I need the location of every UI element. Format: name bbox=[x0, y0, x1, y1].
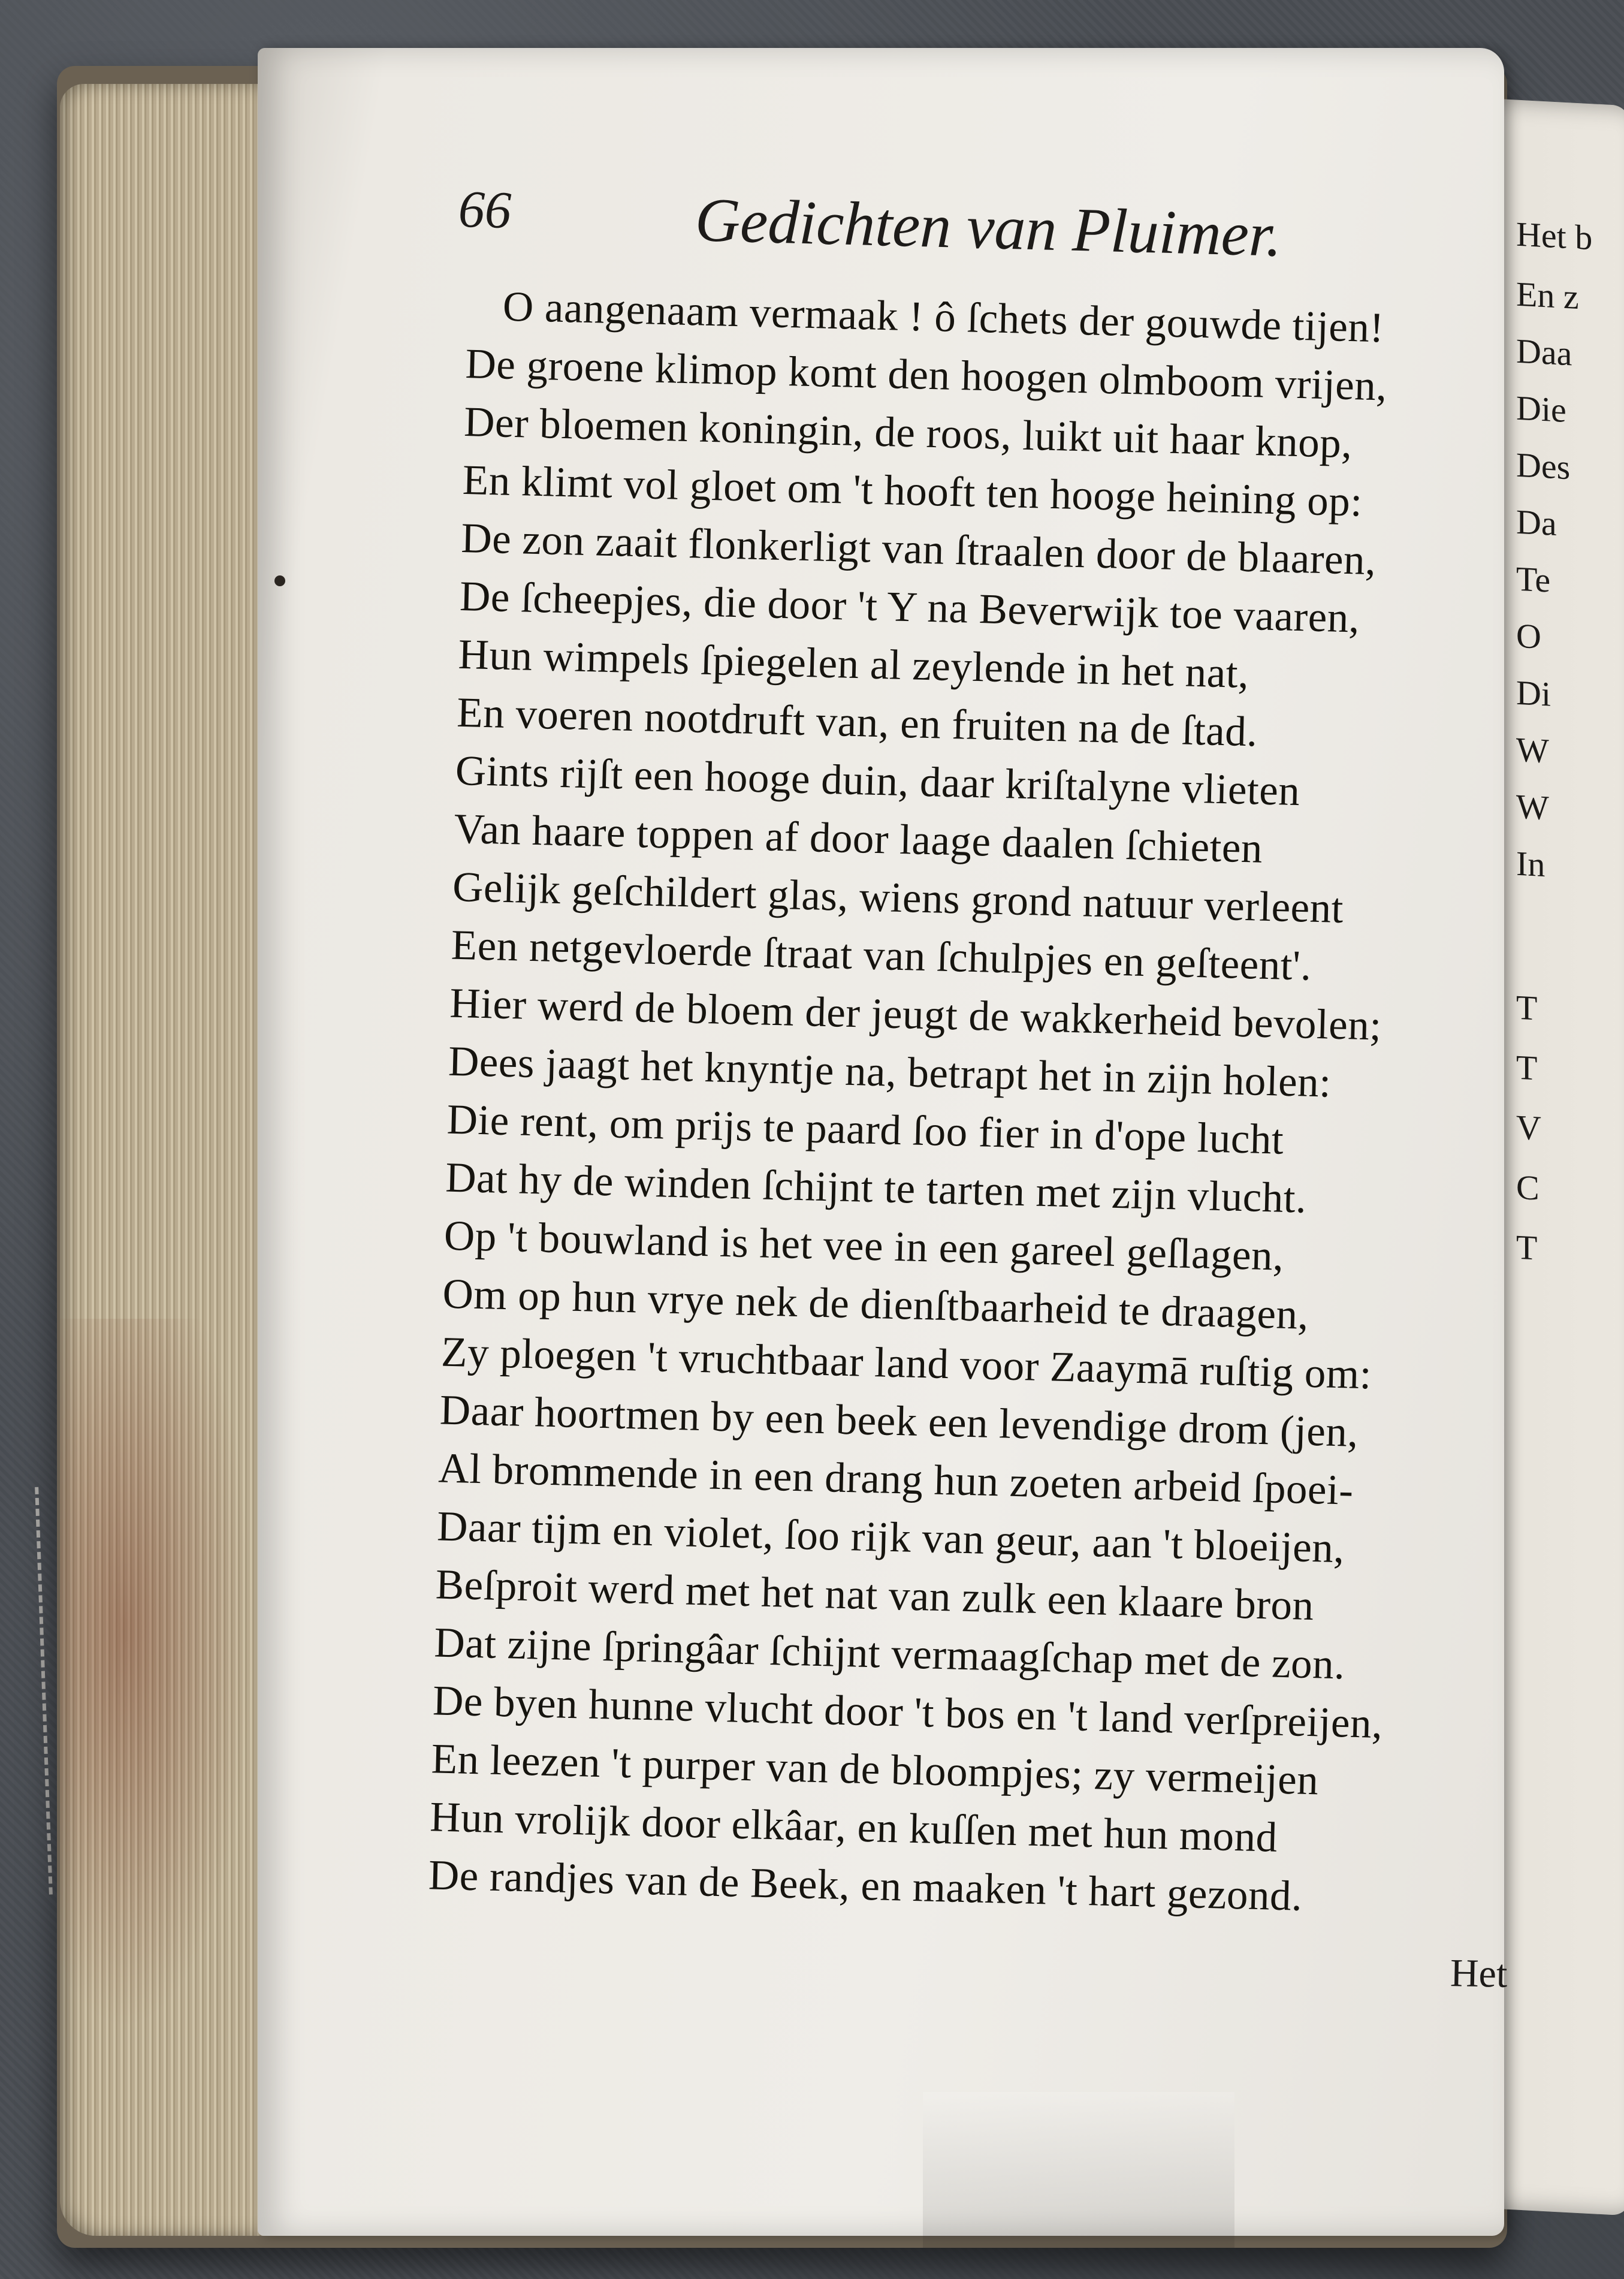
facing-fragment: En z bbox=[1516, 274, 1579, 317]
poem-line: Hun wimpels ſpiegelen al zeylende in het nat, bbox=[457, 631, 1250, 698]
poem-line: Om op hun vrye nek de dienſtbaarheid te draagen, bbox=[442, 1270, 1309, 1339]
facing-fragment: T bbox=[1516, 1227, 1538, 1268]
poem-line: De ſcheepjes, die door 't Y na Beverwijk toe vaaren, bbox=[459, 572, 1360, 642]
page-bottom-highlight bbox=[923, 2092, 1234, 2248]
poem-line: Daar tijm en violet, ſoo rijk van geur, aan 't bloeijen, bbox=[436, 1503, 1345, 1572]
poem-line: O aangenaam vermaak ! ô ſchets der gouwde tijen! bbox=[502, 283, 1385, 352]
poem-line: Die rent, om prijs te paard ſoo fier in d'ope lucht bbox=[446, 1096, 1285, 1163]
poem-line: Beſproit werd met het nat van zulk een klaare bron bbox=[434, 1561, 1315, 1630]
facing-fragment: Da bbox=[1516, 502, 1557, 544]
catchword: Het bbox=[1450, 1951, 1508, 1996]
poem-line: Dees jaagt het knyntje na, betrapt het in zijn holen: bbox=[448, 1038, 1332, 1107]
poem-line: Een netgevloerde ſtraat van ſchulpjes en geſteent'. bbox=[451, 921, 1312, 990]
poem-line: En leezen 't purper van de bloompjes; zy vermeijen bbox=[430, 1735, 1320, 1804]
facing-fragment: Te bbox=[1516, 559, 1551, 600]
poem-line: De randjes van de Beek, en maaken 't hart gezond. bbox=[428, 1852, 1303, 1920]
poem-line: Hier werd de bloem der jeugt de wakkerheid bevolen; bbox=[449, 979, 1382, 1050]
poem-line: De byen hunne vlucht door 't bos en 't land verſpreijen, bbox=[432, 1677, 1384, 1748]
facing-fragment: Des bbox=[1516, 445, 1571, 487]
facing-fragment: T bbox=[1516, 987, 1538, 1028]
facing-fragment: W bbox=[1516, 786, 1549, 828]
page-edge-stains bbox=[60, 1319, 276, 2098]
facing-fragment: Het b bbox=[1516, 214, 1593, 258]
facing-fragment: In bbox=[1516, 843, 1545, 885]
page-number: 66 bbox=[457, 180, 512, 240]
facing-fragment: W bbox=[1516, 729, 1549, 771]
poem-line: Gelijk geſchildert glas, wiens grond natuur verleent bbox=[452, 863, 1344, 933]
poem-line: Al brommende in een drang hun zoeten arbeid ſpoei- bbox=[437, 1445, 1354, 1514]
facing-fragment: Di bbox=[1516, 673, 1551, 714]
poem-line: Van haare toppen af door laage daalen ſchieten bbox=[453, 805, 1263, 872]
poem-line: Op 't bouwland is het vee in een gareel geſlagen, bbox=[443, 1212, 1285, 1280]
poem-line: Der bloemen koningin, de roos, luikt uit haar knop, bbox=[463, 398, 1353, 468]
poem-line: De groene klimop komt den hoogen olmboom vrijen, bbox=[464, 340, 1388, 410]
poem-line: Hun vrolijk door elkâar, en kuſſen met hun mond bbox=[429, 1793, 1278, 1861]
poem-line: Dat zijne ſpringâar ſchijnt vermaagſchap met de zon. bbox=[433, 1619, 1346, 1689]
poem-line: En klimt vol gloet om 't hooft ten hooge heining op: bbox=[461, 456, 1363, 526]
running-head: Gedichten van Pluimer. bbox=[694, 185, 1283, 270]
poem-line: Dat hy de winden ſchijnt te tarten met zijn vlucht. bbox=[445, 1154, 1308, 1222]
poem-line: Daar hoortmen by een beek een levendige drom (jen, bbox=[439, 1386, 1359, 1456]
facing-fragment: Daa bbox=[1516, 331, 1572, 373]
facing-fragment: V bbox=[1516, 1107, 1541, 1148]
facing-fragment: O bbox=[1516, 616, 1541, 656]
facing-fragment: Die bbox=[1516, 388, 1566, 430]
facing-fragment: T bbox=[1516, 1047, 1538, 1088]
ink-spot bbox=[274, 575, 285, 586]
poem-line: En voeren nootdruft van, en fruiten na de ſtad. bbox=[456, 689, 1258, 756]
facing-fragment: C bbox=[1516, 1167, 1540, 1208]
poem-line: Zy ploegen 't vruchtbaar land voor Zaaymā ruſtig om: bbox=[440, 1328, 1372, 1398]
poem-line: De zon zaait flonkerligt van ſtraalen door de blaaren, bbox=[460, 514, 1377, 584]
poem-line: Gints rijſt een hooge duin, daar kriſtalyne vlieten bbox=[455, 747, 1301, 815]
poem-text bbox=[425, 282, 1498, 2045]
